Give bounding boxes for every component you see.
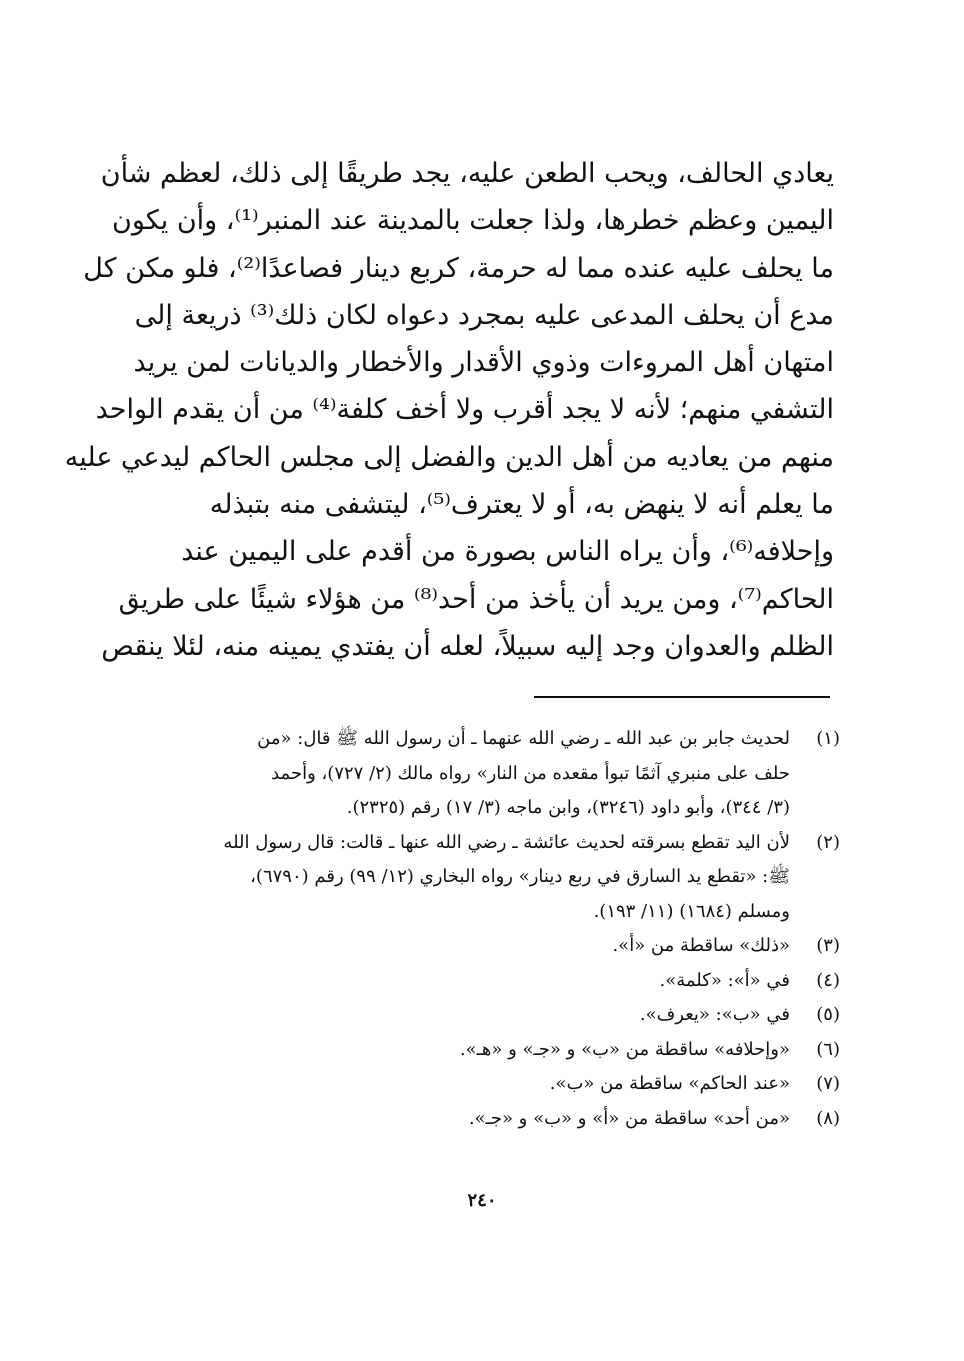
footnote-line: «ذلك» ساقطة من «أ». [612,935,790,956]
footnote-body [127,826,790,930]
footnote-body [127,1067,790,1102]
footnote-3 [127,929,840,964]
footnote-number: (٨) [816,1107,840,1129]
footnote-body [127,998,790,1033]
footnote-number: (٥) [816,1004,840,1025]
main-text-line: امتهان أهل المروءات وذوي الأقدار والأخطار والديانات لمن يريد [133,347,834,379]
footnote-body [127,929,790,964]
main-text-line: ما يحلف عليه عنده مما له حرمة، كربع دينار فصاعدًا⁽²⁾، فلو مكن كل [83,252,834,284]
footnote-line: «من أحد» ساقطة من «أ» و «ب» و «جـ». [468,1107,790,1129]
main-text-line: الظلم والعدوان وجد إليه سبيلاً، لعله أن يفتدي يمينه منه، لئلا ينقص [101,630,834,662]
footnote-separator [534,696,830,698]
footnote-number: (٧) [816,1073,840,1094]
footnote-4 [127,964,840,999]
footnote-number: (٦) [816,1038,840,1060]
footnote-number: (٢) [816,831,840,853]
footnote-2 [127,826,840,930]
footnote-body [127,722,790,826]
footnote-7 [127,1067,840,1102]
footnote-1 [127,722,840,826]
main-text-line: يعادي الحالف، ويحب الطعن عليه، يجد طريقًا إلى ذلك، لعظم شأن [100,158,834,189]
footnote-body [127,1033,790,1068]
footnote-6 [127,1033,840,1068]
footnote-line: في «ب»: «يعرف». [639,1004,790,1025]
footnote-number: (١) [816,728,840,749]
footnote-line: حلف على منبري آثمًا تبوأ مقعده من النار» رواه مالك (٢/ ٧٢٧)، وأحمد [271,762,790,784]
footnote-line: في «أ»: «كلمة». [659,969,790,991]
footnote-line: (٣/ ٣٤٤)، وأبو داود (٣٢٤٦)، وابن ماجه (٣/ ١٧) رقم (٢٣٢٥). [346,797,790,818]
main-text-line: الحاكم⁽⁷⁾، ومن يريد أن يأخذ من أحد⁽⁸⁾ من هؤلاء شيئًا على طريق [118,583,834,615]
main-text-line: اليمين وعظم خطرها، ولذا جعلت بالمدينة عند المنبر⁽¹⁾، وأن يكون [112,205,834,237]
footnote-line: لحديث جابر بن عبد الله ـ رضي الله عنهما ـ أن رسول الله ﷺ قال: «من [257,728,790,749]
footnote-body [127,964,790,999]
footnote-line: ومسلم (١٦٨٤) (١١/ ١٩٣). [593,900,790,922]
footnote-8 [127,1102,840,1137]
footnote-line: ﷺ: «تقطع يد السارق في ربع دينار» رواه البخاري (١٢/ ٩٩) رقم (٦٧٩٠)، [250,866,790,887]
page-number: ٢٤٠ [467,1190,497,1211]
main-text-block [64,150,834,670]
footnote-number: (٣) [816,935,840,956]
footnote-5 [127,998,840,1033]
footnote-number: (٤) [816,969,840,991]
main-text-line: منهم من يعاديه من أهل الدين والفضل إلى مجلس الحاكم ليدعي عليه [64,441,834,473]
footnotes-block [127,722,840,1136]
main-text-line: ما يعلم أنه لا ينهض به، أو لا يعترف⁽⁵⁾، ليتشفى منه بتبذله [209,489,834,521]
main-text-line: وإحلافه⁽⁶⁾، وأن يراه الناس بصورة من أقدم على اليمين عند [181,536,834,568]
main-text-line: مدع أن يحلف المدعى عليه بمجرد دعواه لكان ذلك⁽³⁾ ذريعة إلى [134,299,834,331]
footnote-line: «عند الحاكم» ساقطة من «ب». [549,1073,790,1094]
footnote-body [127,1102,790,1137]
footnote-line: لأن اليد تقطع بسرقته لحديث عائشة ـ رضي الله عنها ـ قالت: قال رسول الله [223,831,790,853]
main-text-line: التشفي منهم؛ لأنه لا يجد أقرب ولا أخف كلفة⁽⁴⁾ من أن يقدم الواحد [95,394,834,426]
footnote-line: «وإحلافه» ساقطة من «ب» و «جـ» و «هـ». [459,1038,790,1060]
